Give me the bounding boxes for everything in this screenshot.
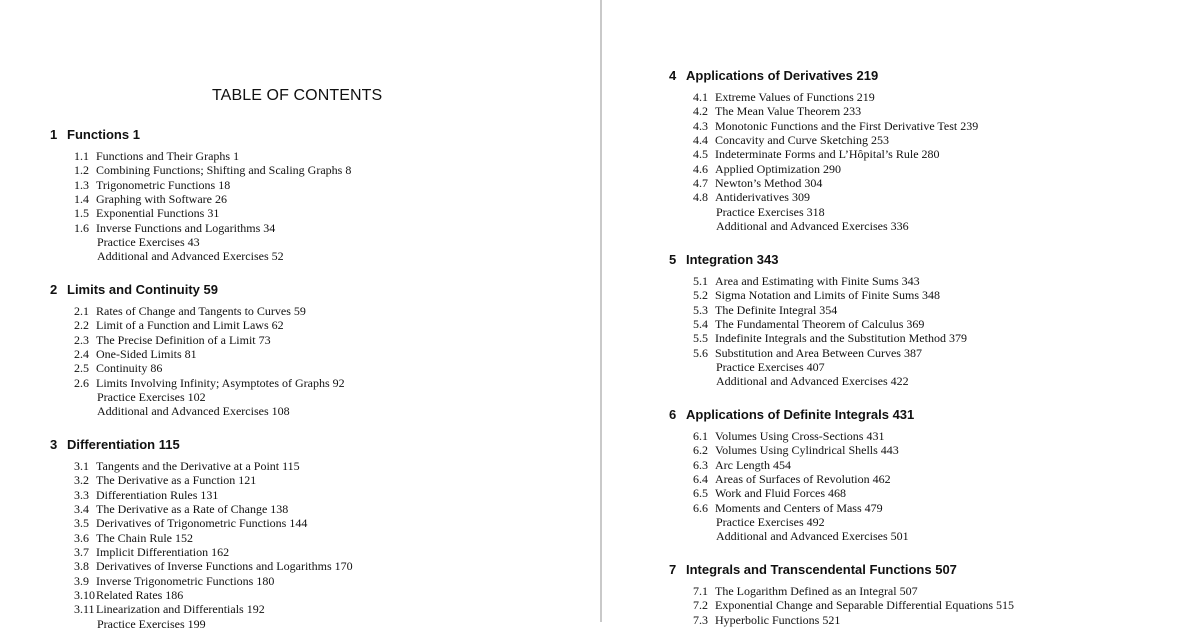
- toc-extra-entry: [693, 515, 1201, 529]
- section-number: 3.5: [74, 516, 89, 531]
- chapter-heading: [669, 68, 1201, 90]
- section-title: Applied Optimization 290: [715, 161, 841, 176]
- toc-section-entry: [74, 545, 600, 559]
- chapter-number: 3: [50, 437, 58, 452]
- section-number: 6.3: [693, 457, 708, 472]
- section-title: Practice Exercises 102: [97, 390, 206, 405]
- section-number: 1.4: [74, 192, 89, 207]
- toc-section-entry: [74, 347, 600, 361]
- chapter-heading: [50, 437, 600, 459]
- toc-extra-entry: [74, 404, 600, 418]
- chapter-3: [50, 437, 600, 631]
- chapter-number: 5: [669, 252, 677, 267]
- chapter-heading: [669, 252, 1201, 274]
- section-title: Additional and Advanced Exercises 108: [97, 404, 290, 419]
- toc-section-entry: [74, 149, 600, 163]
- chapter-title: Applications of Definite Integrals 431: [686, 407, 915, 422]
- section-title: Additional and Advanced Exercises 336: [716, 219, 909, 234]
- toc-section-entry: [74, 192, 600, 206]
- toc-section-entry: [693, 162, 1201, 176]
- section-title: Limits Involving Infinity; Asymptotes of Graphs 92: [96, 375, 345, 390]
- toc-section-entry: [693, 119, 1201, 133]
- toc-section-entry: [74, 178, 600, 192]
- toc-section-entry: [693, 613, 1201, 627]
- section-number: 7.1: [693, 584, 708, 598]
- section-title: Volumes Using Cylindrical Shells 443: [715, 443, 899, 458]
- section-title: Arc Length 454: [715, 457, 791, 472]
- section-number: 4.5: [693, 147, 708, 162]
- section-number: 2.4: [74, 347, 89, 362]
- toc-section-entry: [693, 288, 1201, 302]
- right-page: [603, 0, 1201, 627]
- section-number: 3.7: [74, 545, 89, 560]
- section-number: 4.6: [693, 161, 708, 176]
- chapter-title: Differentiation 115: [67, 437, 180, 452]
- section-title: Practice Exercises 199: [97, 616, 206, 631]
- toc-section-entry: [693, 303, 1201, 317]
- section-number: 6.6: [693, 500, 708, 515]
- section-title: Rates of Change and Tangents to Curves 59: [96, 304, 306, 318]
- section-list: [693, 90, 1201, 233]
- section-number: 2.5: [74, 361, 89, 376]
- section-title: Trigonometric Functions 18: [96, 177, 231, 192]
- toc-section-entry: [693, 176, 1201, 190]
- section-number: 3.1: [74, 459, 89, 473]
- section-number: 3.11: [74, 602, 95, 617]
- toc-section-entry: [693, 486, 1201, 500]
- section-number: 3.10: [74, 588, 95, 603]
- chapter-1: [50, 127, 600, 264]
- section-title: Substitution and Area Between Curves 387: [715, 345, 922, 360]
- chapter-title: Integrals and Transcendental Functions 507: [686, 562, 957, 577]
- chapter-title: Functions 1: [67, 127, 140, 142]
- section-title: The Fundamental Theorem of Calculus 369: [715, 317, 925, 332]
- section-title: Combining Functions; Shifting and Scaling Graphs 8: [96, 163, 352, 178]
- toc-extra-entry: [74, 249, 600, 263]
- section-number: 6.5: [693, 486, 708, 501]
- toc-extra-entry: [693, 205, 1201, 219]
- toc-section-entry: [74, 488, 600, 502]
- toc-section-entry: [693, 443, 1201, 457]
- section-number: 4.2: [693, 104, 708, 119]
- section-list: [693, 429, 1201, 544]
- section-title: Practice Exercises 318: [716, 204, 825, 219]
- section-title: Practice Exercises 407: [716, 360, 825, 375]
- section-title: Volumes Using Cross-Sections 431: [715, 429, 885, 443]
- toc-section-entry: [74, 602, 600, 616]
- section-title: Differentiation Rules 131: [96, 487, 219, 502]
- section-title: Hyperbolic Functions 521: [715, 612, 841, 627]
- section-title: Inverse Trigonometric Functions 180: [96, 573, 275, 588]
- section-title: The Mean Value Theorem 233: [715, 104, 862, 119]
- section-number: 3.2: [74, 473, 89, 488]
- section-number: 1.5: [74, 206, 89, 221]
- section-number: 5.1: [693, 274, 708, 288]
- toc-section-entry: [693, 147, 1201, 161]
- section-title: Antiderivatives 309: [715, 190, 810, 205]
- section-title: Moments and Centers of Mass 479: [715, 500, 883, 515]
- section-list: [693, 584, 1201, 627]
- toc-title: TABLE OF CONTENTS: [212, 87, 383, 104]
- toc-section-entry: [693, 104, 1201, 118]
- section-title: Additional and Advanced Exercises 422: [716, 374, 909, 389]
- toc-section-entry: [74, 376, 600, 390]
- toc-section-entry: [74, 333, 600, 347]
- section-title: Work and Fluid Forces 468: [715, 486, 847, 501]
- chapter-heading: [50, 127, 600, 149]
- toc-section-entry: [74, 516, 600, 530]
- section-title: The Precise Definition of a Limit 73: [96, 332, 271, 347]
- section-title: Limit of a Function and Limit Laws 62: [96, 318, 284, 333]
- section-title: Related Rates 186: [96, 588, 184, 603]
- section-list: [74, 459, 600, 631]
- section-list: [693, 274, 1201, 389]
- section-number: 7.3: [693, 612, 708, 627]
- section-number: 5.3: [693, 302, 708, 317]
- chapter-number: 1: [50, 127, 58, 142]
- toc-section-entry: [693, 472, 1201, 486]
- chapter-5: [669, 252, 1201, 389]
- chapter-title: Limits and Continuity 59: [67, 282, 218, 297]
- section-number: 4.7: [693, 176, 708, 191]
- section-title: Inverse Functions and Logarithms 34: [96, 220, 276, 235]
- section-title: Extreme Values of Functions 219: [715, 90, 875, 104]
- section-title: The Definite Integral 354: [715, 302, 838, 317]
- section-number: 5.5: [693, 331, 708, 346]
- toc-section-entry: [693, 458, 1201, 472]
- toc-section-entry: [74, 221, 600, 235]
- toc-section-entry: [693, 584, 1201, 598]
- toc-extra-entry: [693, 219, 1201, 233]
- toc-section-entry: [74, 502, 600, 516]
- toc-section-entry: [693, 90, 1201, 104]
- section-number: 4.1: [693, 90, 708, 104]
- section-list: [74, 304, 600, 419]
- toc-section-entry: [693, 317, 1201, 331]
- toc-extra-entry: [74, 617, 600, 631]
- section-title: Concavity and Curve Sketching 253: [715, 133, 889, 148]
- section-list: [74, 149, 600, 264]
- toc-section-entry: [693, 429, 1201, 443]
- toc-extra-entry: [74, 390, 600, 404]
- section-number: 2.6: [74, 375, 89, 390]
- toc-section-entry: [74, 206, 600, 220]
- chapter-number: 6: [669, 407, 677, 422]
- section-title: Areas of Surfaces of Revolution 462: [715, 472, 891, 487]
- section-number: 1.3: [74, 177, 89, 192]
- section-number: 7.2: [693, 598, 708, 613]
- section-title: Sigma Notation and Limits of Finite Sums 348: [715, 288, 940, 303]
- section-number: 4.8: [693, 190, 708, 205]
- section-title: The Derivative as a Rate of Change 138: [96, 502, 289, 517]
- section-number: 2.1: [74, 304, 89, 318]
- section-title: One-Sided Limits 81: [96, 347, 197, 362]
- section-title: The Derivative as a Function 121: [96, 473, 257, 488]
- section-number: 5.2: [693, 288, 708, 303]
- section-number: 3.8: [74, 559, 89, 574]
- section-title: Linearization and Differentials 192: [96, 602, 265, 617]
- toc-extra-entry: [693, 360, 1201, 374]
- section-number: 5.6: [693, 345, 708, 360]
- section-number: 3.4: [74, 502, 89, 517]
- left-page: [0, 0, 600, 631]
- section-title: Derivatives of Inverse Functions and Logarithms 170: [96, 559, 353, 574]
- toc-section-entry: [74, 473, 600, 487]
- section-title: Indeterminate Forms and L’Hôpital’s Rule 280: [715, 147, 940, 162]
- chapter-number: 7: [669, 562, 677, 577]
- toc-section-entry: [74, 304, 600, 318]
- chapter-title: Applications of Derivatives 219: [686, 68, 879, 83]
- section-number: 1.2: [74, 163, 89, 178]
- section-title: Implicit Differentiation 162: [96, 545, 230, 560]
- section-number: 6.1: [693, 429, 708, 443]
- section-title: Indefinite Integrals and the Substitution Method 379: [715, 331, 967, 346]
- chapter-number: 2: [50, 282, 58, 297]
- toc-section-entry: [74, 163, 600, 177]
- section-title: Practice Exercises 492: [716, 515, 825, 530]
- section-title: Practice Exercises 43: [97, 235, 200, 250]
- section-number: 3.3: [74, 487, 89, 502]
- section-title: Exponential Functions 31: [96, 206, 220, 221]
- toc-extra-entry: [693, 529, 1201, 543]
- section-title: Newton’s Method 304: [715, 176, 823, 191]
- section-title: Functions and Their Graphs 1: [96, 149, 240, 163]
- section-title: Monotonic Functions and the First Derivative Test 239: [715, 118, 979, 133]
- chapter-2: [50, 282, 600, 419]
- section-number: 3.9: [74, 573, 89, 588]
- chapter-title: Integration 343: [686, 252, 779, 267]
- toc-extra-entry: [693, 374, 1201, 388]
- chapter-number: 4: [669, 68, 677, 83]
- section-title: Derivatives of Trigonometric Functions 144: [96, 516, 308, 531]
- section-title: The Chain Rule 152: [96, 530, 193, 545]
- section-title: Additional and Advanced Exercises 52: [97, 249, 284, 264]
- chapter-7: [669, 562, 1201, 627]
- toc-section-entry: [693, 274, 1201, 288]
- chapter-heading: [669, 562, 1201, 584]
- page-divider: [600, 0, 602, 622]
- toc-section-entry: [693, 598, 1201, 612]
- section-title: Tangents and the Derivative at a Point 115: [96, 459, 300, 473]
- chapter-heading: [50, 282, 600, 304]
- toc-section-entry: [74, 588, 600, 602]
- section-number: 5.4: [693, 317, 708, 332]
- section-number: 3.6: [74, 530, 89, 545]
- toc-section-entry: [693, 190, 1201, 204]
- chapter-heading: [669, 407, 1201, 429]
- toc-extra-entry: [74, 235, 600, 249]
- section-number: 4.4: [693, 133, 708, 148]
- toc-section-entry: [74, 574, 600, 588]
- section-number: 6.4: [693, 472, 708, 487]
- section-number: 6.2: [693, 443, 708, 458]
- toc-section-entry: [74, 318, 600, 332]
- chapter-4: [669, 68, 1201, 233]
- section-number: 2.3: [74, 332, 89, 347]
- section-number: 1.6: [74, 220, 89, 235]
- toc-section-entry: [74, 361, 600, 375]
- section-title: Exponential Change and Separable Differential Equations 515: [715, 598, 1015, 613]
- section-title: Graphing with Software 26: [96, 192, 227, 207]
- section-title: Additional and Advanced Exercises 501: [716, 529, 909, 544]
- toc-section-entry: [74, 531, 600, 545]
- section-title: Continuity 86: [96, 361, 163, 376]
- section-number: 2.2: [74, 318, 89, 333]
- toc-section-entry: [693, 346, 1201, 360]
- section-title: The Logarithm Defined as an Integral 507: [715, 584, 918, 598]
- toc-section-entry: [693, 133, 1201, 147]
- toc-section-entry: [74, 459, 600, 473]
- chapter-6: [669, 407, 1201, 544]
- toc-section-entry: [74, 559, 600, 573]
- section-title: Area and Estimating with Finite Sums 343: [715, 274, 920, 288]
- toc-section-entry: [693, 501, 1201, 515]
- section-number: 4.3: [693, 118, 708, 133]
- toc-section-entry: [693, 331, 1201, 345]
- section-number: 1.1: [74, 149, 89, 163]
